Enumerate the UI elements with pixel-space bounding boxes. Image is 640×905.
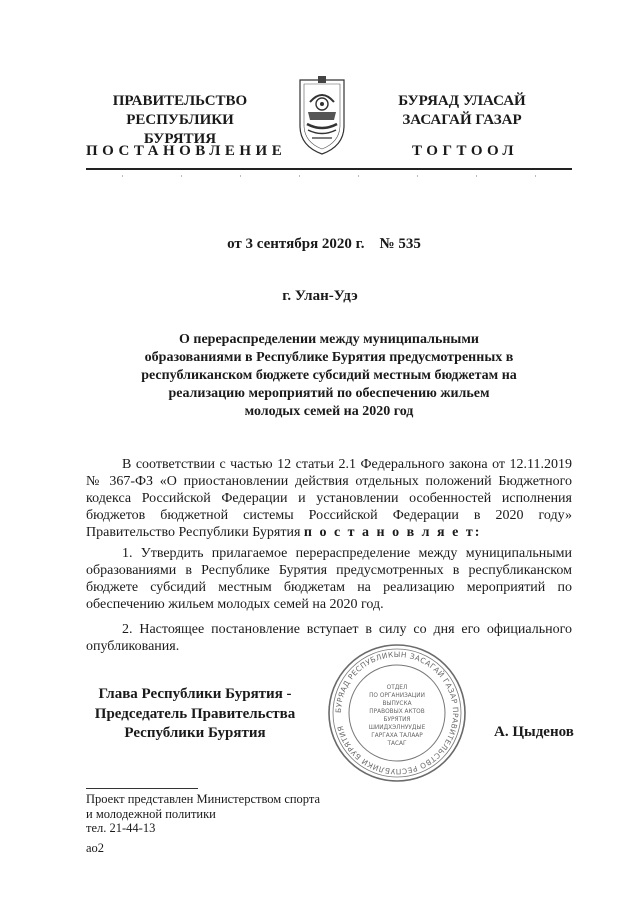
title-line: республиканском бюджете субсидий местным бюджетам на [141, 368, 517, 383]
signatory-position [86, 685, 304, 744]
stamp-inner-line: ОТДЕЛ [386, 685, 408, 691]
stamp-inner-line: ПРАВОВЫХ АКТОВ [369, 709, 425, 715]
footer-divider [86, 788, 198, 789]
header-divider [86, 168, 572, 170]
item-1: 1. Утвердить прилагаемое перераспределение между муниципальными образованиями в Республике Бурятия предусмотренных в республиканском бюджете субсидий местным бюджетам на реализацию мероприятий по обеспечению жильем молодых семей на 2020 год. [86, 546, 572, 612]
signatory-line: Республики Бурятия [124, 725, 266, 741]
stamp-inner-line: ТАСАГ [387, 741, 407, 747]
header-right [382, 92, 542, 130]
preamble-paragraph [86, 456, 572, 541]
footer-line: Проект представлен Министерством спорта [86, 792, 321, 806]
footer-code: ao2 [86, 841, 105, 855]
stamp-inner-line: ВЫПУСКА [382, 701, 412, 707]
signatory-line: Глава Республики Бурятия - [98, 686, 292, 702]
dotted-guide [86, 175, 572, 181]
stamp-ring-text: БУРЯАД РЕСПУБЛИКЫН ЗАСАГАЙ ГАЗАР ПРАВИТЕЛЬСТВО РЕСПУБЛИКИ БУРЯТИЯ [333, 649, 461, 777]
footer-line: тел. 21-44-13 [86, 821, 156, 835]
header-right-doc-type: ТОГТООЛ [412, 143, 519, 159]
title-line: О перераспределении между муниципальными [179, 332, 479, 347]
stamp-inner-line: БУРЯТИЯ [383, 717, 411, 723]
city: г. Улан-Удэ [282, 288, 358, 304]
header-left [90, 92, 270, 149]
stamp-inner-line: ПО ОРГАНИЗАЦИИ [369, 693, 425, 699]
preamble-text: В соответствии с частью 12 статьи 2.1 Федерального закона от 12.11.2019 № 367-ФЗ «О приостановлении действия отдельных положений Бюджетного кодекса Российской Федерации и установлении особенностей исполнения бюджетов бюджетной системы Российской Федерации в 2020 году» Правительство Республики Бурятия [86, 457, 572, 540]
footer-line: и молодежной политики [86, 806, 216, 821]
title-line: образованиями в Республике Бурятия предусмотренных в [144, 350, 514, 365]
document-title [86, 331, 572, 421]
item-2: 2. Настоящее постановление вступает в силу со дня его официального опубликования. [86, 622, 572, 654]
footer-note [86, 792, 320, 836]
header-left-doc-type: ПОСТАНОВЛЕНИЕ [86, 143, 287, 159]
stamp-inner-line: ШИИДХЭЛНУУДЫЕ [368, 725, 426, 731]
signatory-line: Председатель Правительства [94, 705, 296, 722]
header-left-line1: ПРАВИТЕЛЬСТВО [112, 93, 248, 109]
stamp-inner-line: ГАРГАХА ТАЛААР [371, 733, 423, 739]
date-number: от 3 сентября 2020 г. № 535 [227, 236, 421, 252]
header-right-line1: БУРЯАД УЛАСАЙ [398, 93, 526, 109]
official-stamp-icon [326, 642, 468, 784]
title-line: молодых семей на 2020 год [244, 404, 414, 419]
coat-of-arms-icon [296, 74, 348, 156]
title-line: реализацию мероприятий по обеспечению жильем [168, 386, 490, 401]
header-right-line2: ЗАСАГАЙ ГАЗАР [402, 112, 522, 128]
header-left-line2: РЕСПУБЛИКИ БУРЯТИЯ [126, 112, 234, 147]
signatory-name: А. Цыденов [494, 724, 574, 740]
resolves-text: п о с т а н о в л я е т: [303, 525, 482, 540]
